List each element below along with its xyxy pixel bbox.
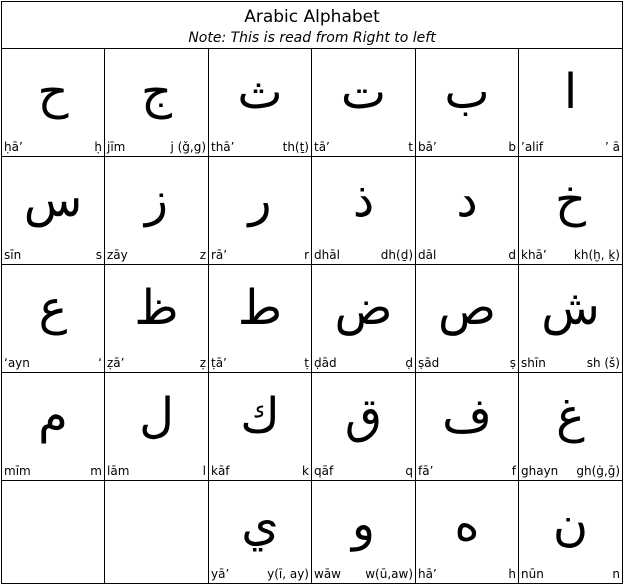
letter-cell <box>519 265 622 373</box>
letter-cell <box>519 373 622 481</box>
letter-name: lām <box>107 464 130 478</box>
letter-transliteration: ṭ <box>304 356 309 370</box>
letter-cell <box>416 373 519 481</box>
letter-cell <box>209 49 312 157</box>
arabic-letter-glyph: ق <box>344 388 383 444</box>
arabic-letter-glyph <box>105 485 208 563</box>
letter-transliteration: kh(ḫ, ḵ) <box>573 248 620 262</box>
arabic-letter-glyph: ن <box>552 496 589 552</box>
letter-cell <box>312 49 416 157</box>
arabic-letter-glyph: ط <box>237 280 283 336</box>
letter-name: dhāl <box>314 248 340 262</box>
letter-cell <box>2 49 105 157</box>
letter-cell <box>2 481 105 583</box>
letter-transliteration: n <box>612 567 620 581</box>
arabic-letter-glyph: ث <box>237 64 283 120</box>
arabic-letter-glyph: ب <box>444 64 490 120</box>
letter-cell <box>312 481 416 583</box>
letter-transliteration: b <box>508 140 516 154</box>
letter-transliteration: w(ū,aw) <box>365 567 413 581</box>
letter-transliteration: q <box>405 464 413 478</box>
letter-transliteration: ḍ <box>405 356 413 370</box>
arabic-letter-glyph: ر <box>248 172 272 228</box>
arabic-letter-glyph: ح <box>37 64 69 120</box>
letter-name: ṣād <box>418 356 440 370</box>
arabic-letter-glyph: د <box>456 172 478 228</box>
letter-cell <box>105 481 209 583</box>
arabic-letter-glyph: ف <box>442 388 492 444</box>
letter-transliteration: d <box>508 248 516 262</box>
letter-transliteration: ḥ <box>94 140 102 154</box>
letter-grid <box>2 49 622 583</box>
letter-transliteration: z <box>199 248 206 262</box>
letter-transliteration: t <box>408 140 413 154</box>
letter-transliteration: th(ṯ) <box>282 140 309 154</box>
letter-name: mīm <box>4 464 31 478</box>
arabic-letter-glyph: و <box>351 496 376 552</box>
arabic-letter-glyph: ض <box>334 280 393 336</box>
letter-cell <box>209 481 312 583</box>
letter-cell <box>209 373 312 481</box>
letter-name: bā’ <box>418 140 437 154</box>
letter-transliteration: gh(ġ,ḡ) <box>576 464 620 478</box>
letter-transliteration: ‘ <box>98 356 102 370</box>
letter-cell <box>416 265 519 373</box>
letter-transliteration: sh (š) <box>586 356 620 370</box>
arabic-letter-glyph: غ <box>556 388 585 444</box>
letter-name: wāw <box>314 567 341 581</box>
letter-transliteration: k <box>302 464 309 478</box>
letter-name: hā’ <box>418 567 437 581</box>
letter-name: khā’ <box>521 248 547 262</box>
arabic-letter-glyph: ت <box>340 64 387 120</box>
letter-name: ḍād <box>314 356 337 370</box>
letter-transliteration: dh(ḏ) <box>380 248 413 262</box>
letter-cell <box>519 481 622 583</box>
arabic-letter-glyph: ج <box>141 64 172 120</box>
letter-cell <box>105 49 209 157</box>
alphabet-chart <box>1 1 623 584</box>
letter-cell <box>519 157 622 265</box>
letter-name: dāl <box>418 248 437 262</box>
letter-cell <box>416 49 519 157</box>
letter-name: kāf <box>211 464 230 478</box>
letter-transliteration: ẓ <box>199 356 206 370</box>
letter-cell <box>312 157 416 265</box>
letter-name: ḥā’ <box>4 140 23 154</box>
arabic-letter-glyph: ز <box>144 172 169 228</box>
letter-cell <box>2 373 105 481</box>
arabic-letter-glyph: ا <box>563 64 578 120</box>
letter-name: ghayn <box>521 464 559 478</box>
letter-name: shīn <box>521 356 546 370</box>
letter-transliteration: r <box>304 248 309 262</box>
letter-name: qāf <box>314 464 334 478</box>
letter-name: yā’ <box>211 567 230 581</box>
letter-name: tā’ <box>314 140 330 154</box>
arabic-letter-glyph: ع <box>38 280 68 336</box>
letter-transliteration: f <box>511 464 516 478</box>
reading-direction-note: Note: This is read from Right to left <box>188 30 436 46</box>
letter-name: ’alif <box>521 140 544 154</box>
letter-cell <box>209 157 312 265</box>
chart-header <box>2 2 622 49</box>
letter-cell <box>105 373 209 481</box>
arabic-letter-glyph: ي <box>241 496 279 552</box>
arabic-letter-glyph: ش <box>541 280 600 336</box>
letter-cell <box>105 265 209 373</box>
letter-name: zāy <box>107 248 128 262</box>
arabic-letter-glyph: ص <box>437 280 497 336</box>
letter-transliteration: y(ī, ay) <box>267 567 309 581</box>
letter-cell <box>416 481 519 583</box>
chart-title: Arabic Alphabet <box>244 7 380 27</box>
arabic-letter-glyph: م <box>38 388 68 444</box>
letter-name: nūn <box>521 567 544 581</box>
arabic-letter-glyph: ل <box>139 388 174 444</box>
arabic-letter-glyph: ذ <box>352 172 375 228</box>
letter-cell <box>416 157 519 265</box>
arabic-letter-glyph: خ <box>555 172 586 228</box>
letter-cell <box>105 157 209 265</box>
letter-transliteration: j (ǧ,g) <box>170 140 206 154</box>
arabic-letter-glyph: ظ <box>134 280 179 336</box>
letter-name: jīm <box>107 140 126 154</box>
letter-name: ṭā’ <box>211 356 227 370</box>
letter-name: fā’ <box>418 464 434 478</box>
letter-cell <box>2 265 105 373</box>
letter-cell <box>209 265 312 373</box>
letter-name: ‘ayn <box>4 356 30 370</box>
letter-name: ẓā’ <box>107 356 125 370</box>
letter-transliteration: m <box>90 464 102 478</box>
arabic-letter-glyph: س <box>23 172 83 228</box>
letter-transliteration: ṣ <box>509 356 516 370</box>
letter-transliteration: s <box>95 248 102 262</box>
arabic-letter-glyph: ه <box>454 496 480 552</box>
letter-transliteration: l <box>202 464 206 478</box>
letter-name: sīn <box>4 248 22 262</box>
letter-cell <box>519 49 622 157</box>
letter-cell <box>312 265 416 373</box>
letter-transliteration: h <box>508 567 516 581</box>
letter-name: thā’ <box>211 140 235 154</box>
letter-transliteration: ’ ā <box>605 140 620 154</box>
letter-cell <box>2 157 105 265</box>
arabic-letter-glyph: ك <box>240 388 280 444</box>
arabic-letter-glyph <box>2 485 104 563</box>
letter-cell <box>312 373 416 481</box>
letter-name: rā’ <box>211 248 228 262</box>
